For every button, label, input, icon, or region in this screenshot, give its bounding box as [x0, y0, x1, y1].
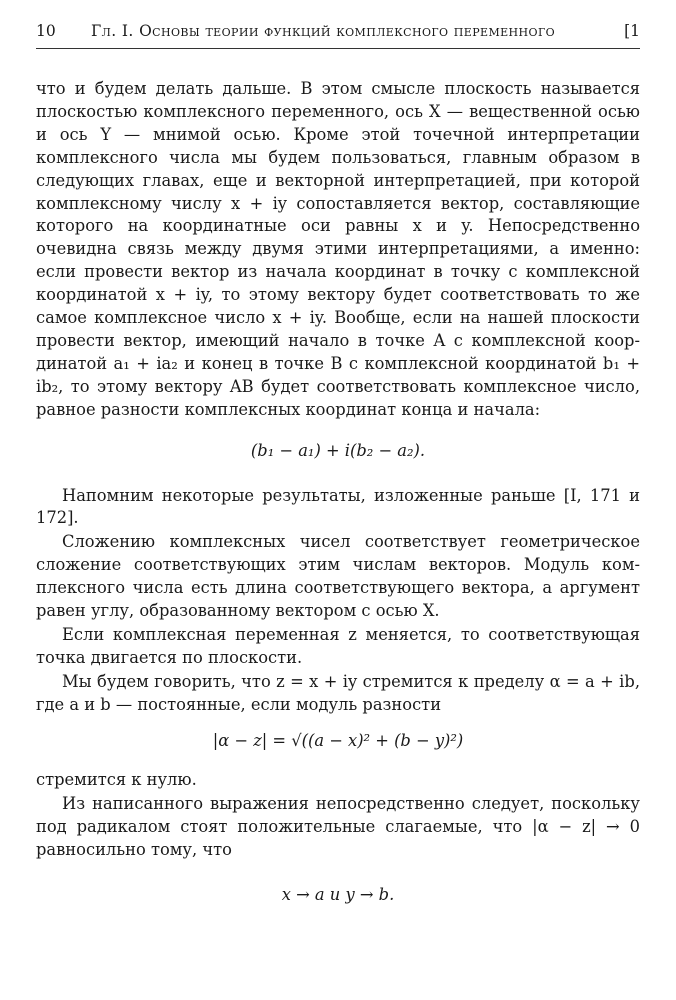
formula-modulus: |α − z| = √((a − x)² + (b − y)²): [212, 730, 464, 750]
formula-vector-difference: (b₁ − a₁) + i(b₂ − a₂).: [250, 440, 426, 460]
paragraph-variable-point: Если комплексная переменная z меняется, то соответствующая точка двигается по плоскости.: [36, 624, 640, 667]
running-header: [36, 22, 640, 49]
paragraph-tends-to-zero: стремится к нулю.: [36, 770, 197, 790]
paragraph-consequence: Из написанного выражения непосредственно следует, поскольку под радикалом стоят положительные слагаемые, что |α − z| → 0 равносильно тому, что: [36, 794, 640, 860]
chapter-title: Гл. I. Основы теории функций комплексного переменного: [91, 22, 556, 40]
formula-limits: x → a и y → b.: [281, 885, 395, 905]
paragraph-vector-interpretation: что и будем делать дальше. В этом смысле плоскость называется плоскостью комплексного переменного, ось X — вещественной осью и ось Y — мнимой осью. Кроме этой точечной интерпретации комплексного числа мы будем пользоваться, главным образом в следующих главах, еще и векторной интерпретацией, при которой комплексному числу x + iy сопоставляется вектор, составляющие которого на координатные оси равны x и y. Непосредственно очевидна связь между двумя этими интерпретациями, а именно: если провести вектор из начала координат в точку с комплексной координатой x + iy, то этому вектору будет соответствовать то же самое комплексное число x + iy. Вообще, если на нашей плоскости провести вектор, имеющий начало в точке A с комплексной координатой a₁ + ia₂ и конец в точке B с комплексной координатой b₁ + ib₂, то этому вектору AB будет соответствовать комплексное число, равное разности комплексных координат конца и начала:: [36, 79, 640, 419]
section-marker: [1: [624, 22, 640, 40]
page-body: [36, 78, 640, 907]
paragraph-addition: Сложению комплексных чисел соответствует геометрическое сложение соответствующих этим числам векторов. Модуль комплексного числа есть длина соответствующего вектора, а аргумент равен углу, образованному вектором с осью X.: [36, 532, 640, 621]
paragraph-limit-definition: Мы будем говорить, что z = x + iy стремится к пределу α = a + ib, где a и b — постоянные, если модуль разности: [36, 671, 640, 714]
paragraph-reminder: Напомним некоторые результаты, изложенные раньше [I, 171 и 172].: [36, 485, 640, 528]
page-number: 10: [36, 22, 56, 40]
